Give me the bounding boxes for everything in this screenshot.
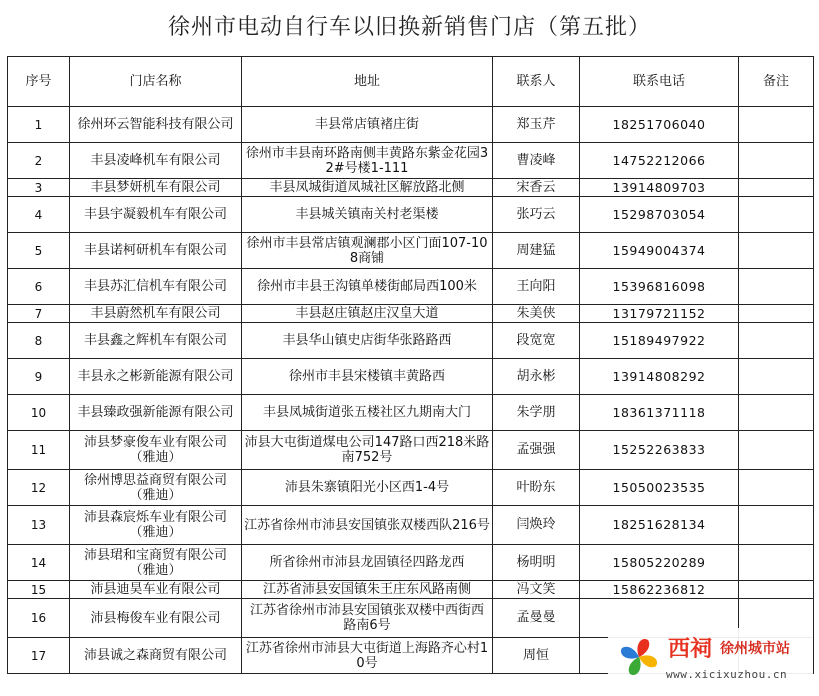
row-phone: 13914809703 — [580, 179, 739, 197]
row-note — [739, 197, 814, 233]
row-note — [739, 179, 814, 197]
table-header-row — [8, 57, 814, 107]
row-store-name: 丰县臻政强新能源有限公司 — [70, 395, 242, 431]
row-phone: 15862236812 — [580, 581, 739, 599]
row-store-name: 沛县森宸烁车业有限公司（雅迪） — [70, 506, 242, 545]
row-no: 4 — [8, 197, 70, 233]
header-note: 备注 — [739, 57, 814, 107]
row-contact: 周建猛 — [493, 233, 580, 269]
row-store-name: 丰县鑫之辉机车有限公司 — [70, 323, 242, 359]
row-no: 15 — [8, 581, 70, 599]
watermark-url: www.xicixuzhou.cn — [666, 668, 788, 681]
row-contact: 冯文笑 — [493, 581, 580, 599]
header-address: 地址 — [242, 57, 493, 107]
row-address: 丰县华山镇史店街华张路路西 — [242, 323, 493, 359]
row-store-name: 沛县迪昊车业有限公司 — [70, 581, 242, 599]
row-address: 江苏省徐州市沛县大屯街道上海路齐心村10号 — [242, 638, 493, 674]
row-store-name: 丰县宇凝毅机车有限公司 — [70, 197, 242, 233]
row-note — [739, 431, 814, 470]
row-contact: 曹凌峰 — [493, 143, 580, 179]
table-row — [8, 431, 814, 470]
watermark-site: 徐州城市站 — [720, 641, 790, 657]
row-phone: 15252263833 — [580, 431, 739, 470]
row-note — [739, 395, 814, 431]
row-no: 11 — [8, 431, 70, 470]
table-row — [8, 305, 814, 323]
row-phone: 18361371118 — [580, 395, 739, 431]
row-address: 所省徐州市沛县龙固镇径四路龙西 — [242, 545, 493, 581]
row-phone: 15050023535 — [580, 470, 739, 506]
row-note — [739, 107, 814, 143]
table-row — [8, 470, 814, 506]
row-no: 12 — [8, 470, 70, 506]
row-phone: 15189497922 — [580, 323, 739, 359]
row-address: 江苏省徐州市沛县安国镇张双楼西队216号 — [242, 506, 493, 545]
row-no: 9 — [8, 359, 70, 395]
row-address: 徐州市丰县常店镇观澜郡小区门面107-108商铺 — [242, 233, 493, 269]
row-store-name: 沛县诚之森商贸有限公司 — [70, 638, 242, 674]
header-store-name: 门店名称 — [70, 57, 242, 107]
row-no: 16 — [8, 599, 70, 638]
header-no: 序号 — [8, 57, 70, 107]
row-no: 13 — [8, 506, 70, 545]
table-row — [8, 179, 814, 197]
row-no: 6 — [8, 269, 70, 305]
row-address: 徐州市丰县宋楼镇丰黄路西 — [242, 359, 493, 395]
row-note — [739, 545, 814, 581]
row-contact: 孟曼曼 — [493, 599, 580, 638]
table-row — [8, 395, 814, 431]
row-no: 14 — [8, 545, 70, 581]
row-note — [739, 305, 814, 323]
row-no: 7 — [8, 305, 70, 323]
row-no: 17 — [8, 638, 70, 674]
row-phone: 13914808292 — [580, 359, 739, 395]
header-phone: 联系电话 — [580, 57, 739, 107]
row-store-name: 徐州博思益商贸有限公司（雅迪） — [70, 470, 242, 506]
pinwheel-logo-icon — [616, 634, 662, 680]
page-title: 徐州市电动自行车以旧换新销售门店（第五批） — [167, 15, 651, 40]
row-address: 丰县凤城街道张五楼社区九期南大门 — [242, 395, 493, 431]
table-row — [8, 143, 814, 179]
row-no: 2 — [8, 143, 70, 179]
row-phone: 15805220289 — [580, 545, 739, 581]
row-note — [739, 506, 814, 545]
row-contact: 张巧云 — [493, 197, 580, 233]
row-no: 10 — [8, 395, 70, 431]
table-row — [8, 581, 814, 599]
row-address: 沛县朱寨镇阳光小区西1-4号 — [242, 470, 493, 506]
table-row — [8, 545, 814, 581]
row-address: 江苏省沛县安国镇朱王庄东风路南侧 — [242, 581, 493, 599]
row-store-name: 沛县珺和宝商贸有限公司（雅迪） — [70, 545, 242, 581]
row-store-name: 丰县梦妍机车有限公司 — [70, 179, 242, 197]
row-address: 丰县常店镇褚庄街 — [242, 107, 493, 143]
row-contact: 段宽宽 — [493, 323, 580, 359]
row-note — [739, 269, 814, 305]
table-row — [8, 269, 814, 305]
row-no: 5 — [8, 233, 70, 269]
row-store-name: 丰县诺柯研机车有限公司 — [70, 233, 242, 269]
row-note — [739, 323, 814, 359]
row-contact: 周恒 — [493, 638, 580, 674]
row-address: 丰县城关镇南关村老渠楼 — [242, 197, 493, 233]
site-watermark — [608, 628, 813, 692]
row-no: 3 — [8, 179, 70, 197]
table-row — [8, 506, 814, 545]
table-row — [8, 197, 814, 233]
table-row — [8, 359, 814, 395]
row-note — [739, 143, 814, 179]
row-contact: 郑玉芹 — [493, 107, 580, 143]
row-address: 江苏省徐州市沛县安国镇张双楼中西街西路南6号 — [242, 599, 493, 638]
table-row — [8, 323, 814, 359]
row-no: 1 — [8, 107, 70, 143]
row-contact: 王向阳 — [493, 269, 580, 305]
row-phone: 18251706040 — [580, 107, 739, 143]
row-contact: 闫焕玲 — [493, 506, 580, 545]
row-contact: 叶盼东 — [493, 470, 580, 506]
row-phone: 15298703054 — [580, 197, 739, 233]
watermark-brand: 西祠 — [668, 636, 713, 662]
row-phone: 15949004374 — [580, 233, 739, 269]
row-address: 徐州市丰县王沟镇单楼街邮局西100米 — [242, 269, 493, 305]
row-address: 丰县凤城街道凤城社区解放路北侧 — [242, 179, 493, 197]
row-contact: 孟强强 — [493, 431, 580, 470]
row-store-name: 沛县梅俊车业有限公司 — [70, 599, 242, 638]
row-store-name: 丰县永之彬新能源有限公司 — [70, 359, 242, 395]
store-table — [7, 56, 814, 674]
table-row — [8, 107, 814, 143]
row-note — [739, 233, 814, 269]
row-contact: 朱美侠 — [493, 305, 580, 323]
row-note — [739, 470, 814, 506]
row-store-name: 丰县凌峰机车有限公司 — [70, 143, 242, 179]
row-note — [739, 581, 814, 599]
row-store-name: 丰县蔚然机车有限公司 — [70, 305, 242, 323]
row-address: 徐州市丰县南环路南侧丰黄路东紫金花园32#号楼1-111 — [242, 143, 493, 179]
header-contact: 联系人 — [493, 57, 580, 107]
row-phone: 15396816098 — [580, 269, 739, 305]
row-store-name: 沛县梦豪俊车业有限公司（雅迪） — [70, 431, 242, 470]
row-phone: 14752212066 — [580, 143, 739, 179]
row-store-name: 徐州环云智能科技有限公司 — [70, 107, 242, 143]
row-store-name: 丰县苏汇信机车有限公司 — [70, 269, 242, 305]
row-no: 8 — [8, 323, 70, 359]
row-contact: 胡永彬 — [493, 359, 580, 395]
row-phone: 18251628134 — [580, 506, 739, 545]
row-contact: 杨明明 — [493, 545, 580, 581]
row-contact: 宋香云 — [493, 179, 580, 197]
row-phone: 13179721152 — [580, 305, 739, 323]
row-note — [739, 359, 814, 395]
row-address: 沛县大屯街道煤电公司147路口西218米路南752号 — [242, 431, 493, 470]
table-row — [8, 233, 814, 269]
row-address: 丰县赵庄镇赵庄汉皇大道 — [242, 305, 493, 323]
row-contact: 朱学朋 — [493, 395, 580, 431]
